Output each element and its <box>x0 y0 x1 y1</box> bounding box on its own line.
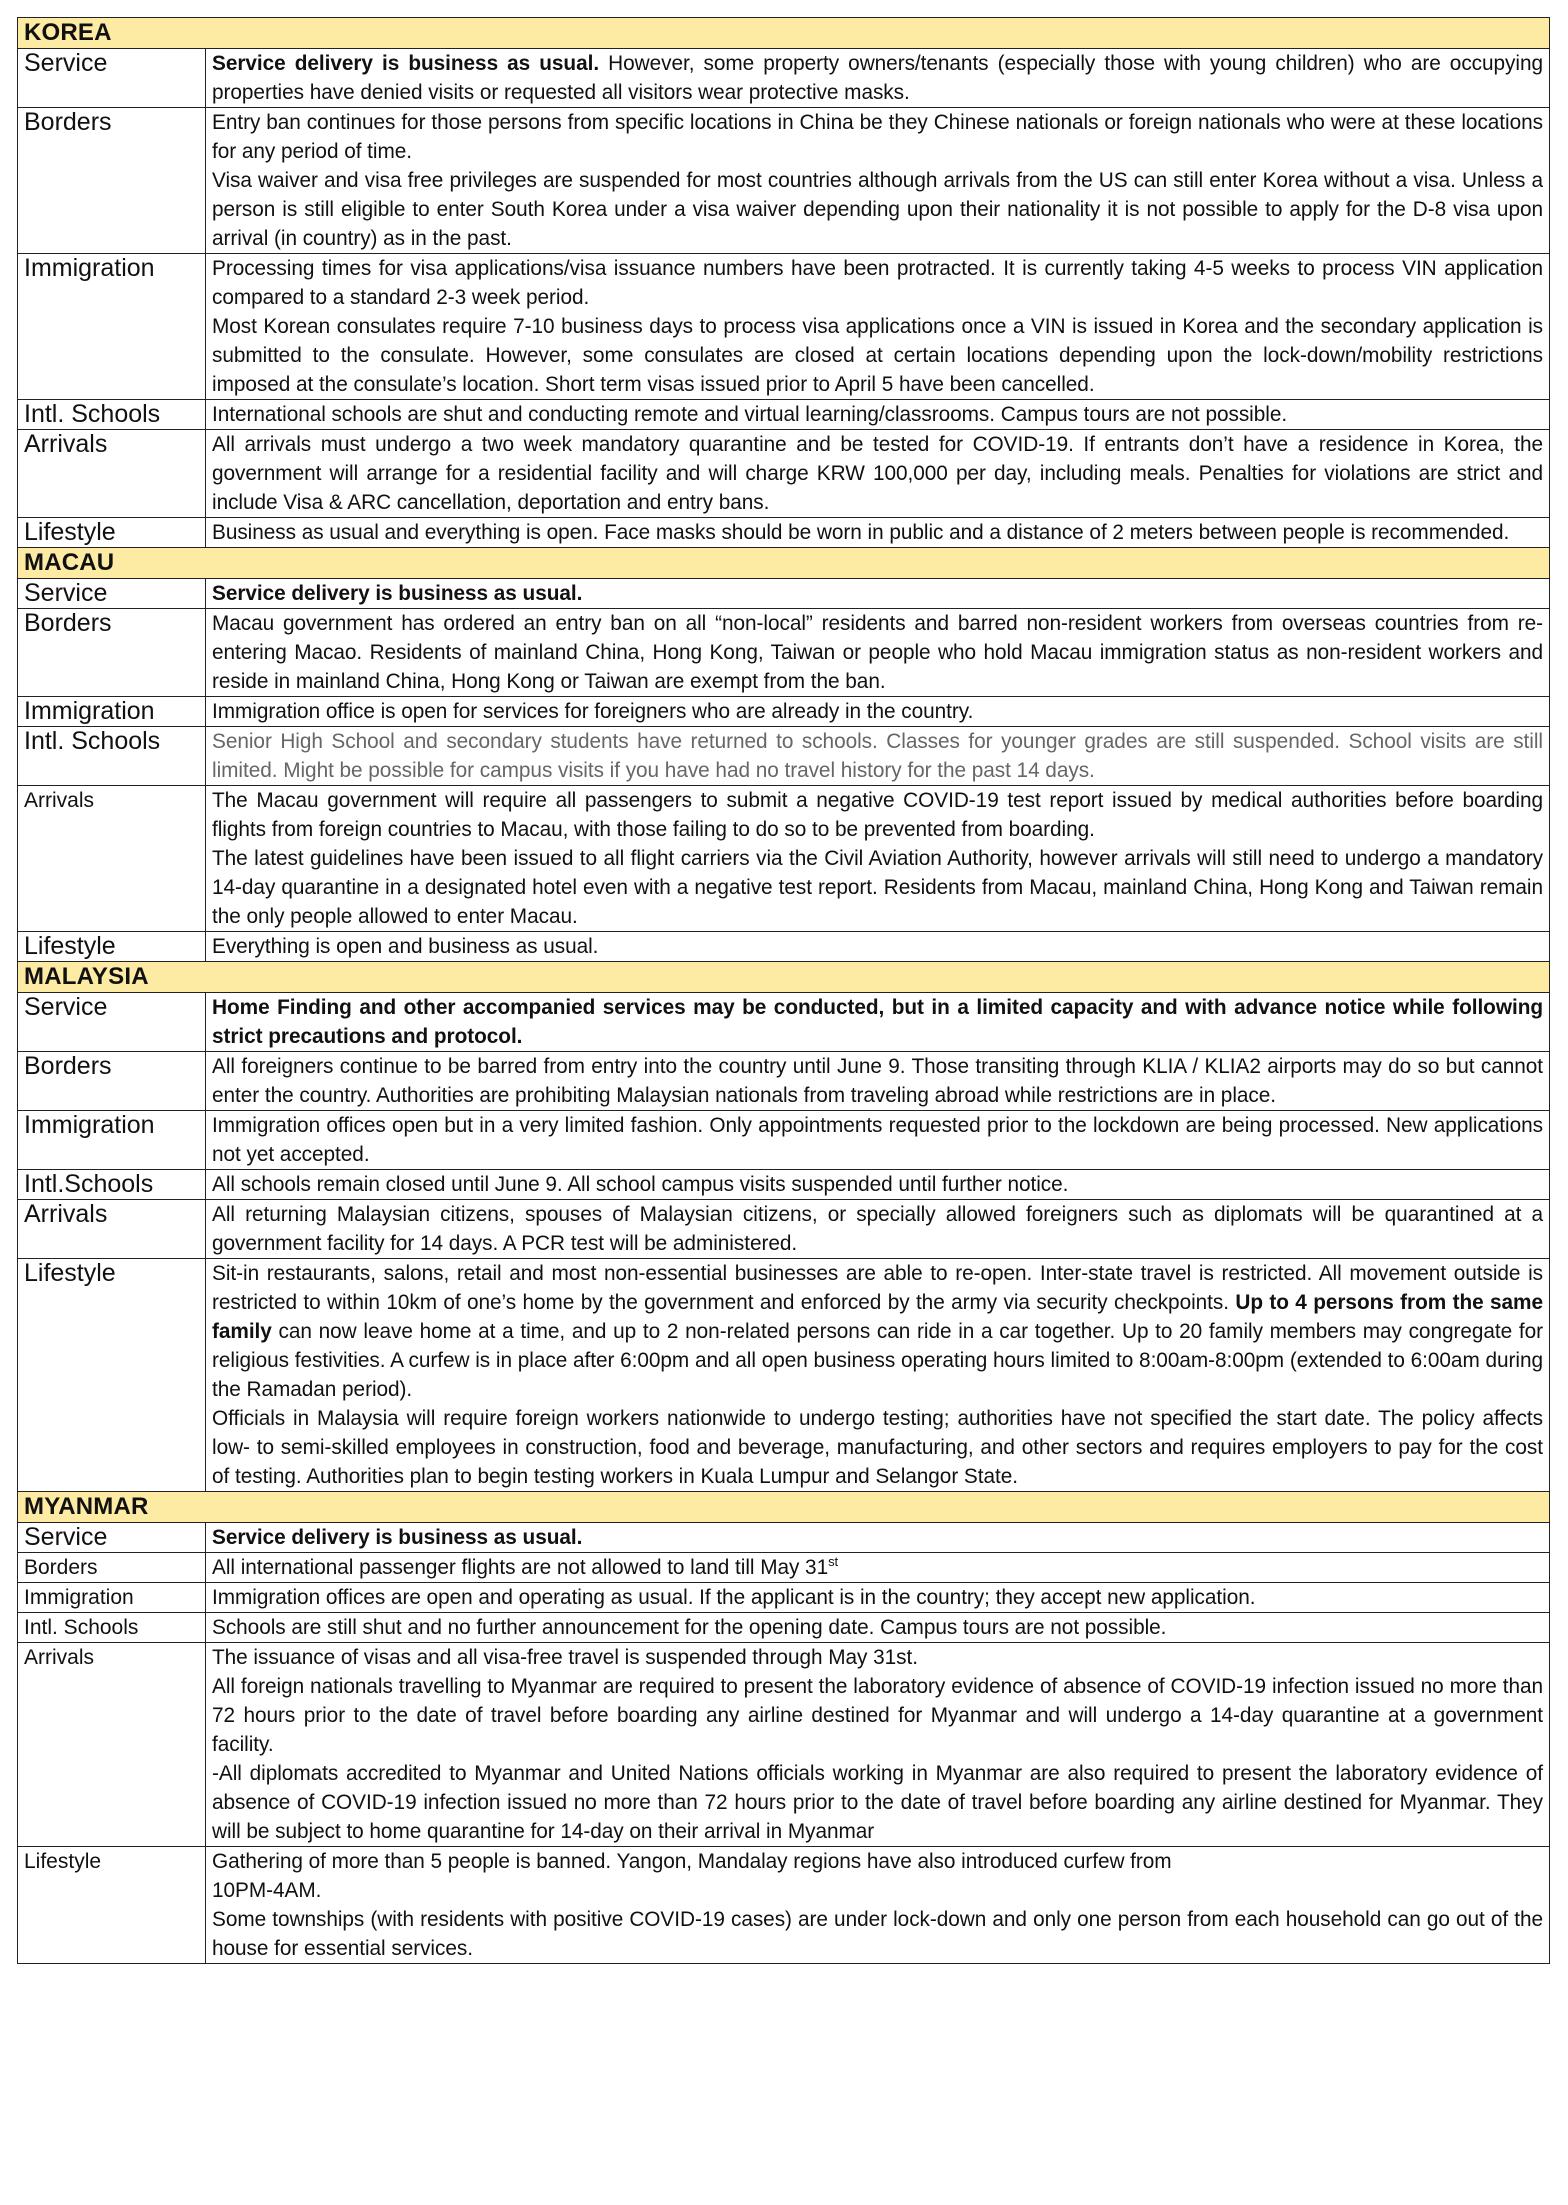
service-bold-text: Home Finding and other accompanied services may be conducted, but in a limited capacity and with advance notice while following strict precautions and protocol. <box>212 996 1543 1048</box>
row-label-borders: Borders <box>18 1553 206 1583</box>
table-row <box>18 108 1550 254</box>
row-label-schools: Intl. Schools <box>18 727 206 786</box>
country-title: MYANMAR <box>18 1492 1550 1523</box>
paragraph: The latest guidelines have been issued to all flight carriers via the Civil Aviation Authority, however arrivals will still need to undergo a mandatory 14-day quarantine in a designated hotel even with a negative test report. Residents from Macau, mainland China, Hong Kong and Taiwan remain the only people allowed to enter Macau. <box>212 847 1543 928</box>
row-label-immigration: Immigration <box>18 1111 206 1170</box>
table-row <box>18 932 1550 962</box>
paragraph <box>212 1259 1543 1404</box>
paragraph: Processing times for visa applications/visa issuance numbers have been protracted. It is currently taking 4-5 weeks to process VIN application compared to a standard 2-3 week period. <box>212 257 1543 309</box>
table-row <box>18 1643 1550 1847</box>
row-text-schools: Senior High School and secondary students have returned to schools. Classes for younger grades are still suspended. School visits are still limited. Might be possible for campus visits if you have had no travel history for the past 14 days. <box>206 727 1550 786</box>
row-text-borders: All foreigners continue to be barred from entry into the country until June 9. Those transiting through KLIA / KLIA2 airports may do so but cannot enter the country. Authorities are prohibiting Malaysian nationals from traveling abroad while restrictions are in place. <box>206 1052 1550 1111</box>
row-text-arrivals <box>206 786 1550 932</box>
table-row <box>18 609 1550 697</box>
row-label-immigration: Immigration <box>18 697 206 727</box>
row-label-service: Service <box>18 579 206 609</box>
paragraph: Officials in Malaysia will require foreign workers nationwide to undergo testing; authorities have not specified the start date. The policy affects low- to semi-skilled employees in construction, food and beverage, manufacturing, and other sectors and requires employers to pay for the cost of testing. Authorities plan to begin testing workers in Kuala Lumpur and Selangor State. <box>212 1407 1543 1488</box>
table-row <box>18 518 1550 548</box>
section-header-macau <box>18 548 1550 579</box>
row-text-arrivals <box>206 1643 1550 1847</box>
table-row <box>18 400 1550 430</box>
row-label-borders: Borders <box>18 108 206 254</box>
row-label-immigration: Immigration <box>18 254 206 400</box>
row-text-service <box>206 993 1550 1052</box>
table-row <box>18 1847 1550 1964</box>
country-title: MACAU <box>18 548 1550 579</box>
section-header-myanmar <box>18 1492 1550 1523</box>
row-text-immigration: Immigration offices are open and operating as usual. If the applicant is in the country; they accept new application. <box>206 1583 1550 1613</box>
row-label-arrivals: Arrivals <box>18 1200 206 1259</box>
row-text-arrivals: All returning Malaysian citizens, spouses of Malaysian citizens, or specially allowed foreigners such as diplomats will be quarantined at a government facility for 14 days. A PCR test will be administered. <box>206 1200 1550 1259</box>
paragraph: Some townships (with residents with positive COVID-19 cases) are under lock-down and only one person from each household can go out of the house for essential services. <box>212 1908 1543 1960</box>
borders-text: All international passenger flights are not allowed to land till May 31 <box>212 1556 829 1579</box>
table-row <box>18 254 1550 400</box>
lifestyle-text: Sit-in restaurants, salons, retail and most non-essential businesses are able to re-open. Inter-state travel is restricted. All movement outside is restricted to within 10km of one’s home by the government and enforced by the army via security checkpoints. <box>212 1262 1543 1314</box>
country-title: KOREA <box>18 18 1550 49</box>
table-row <box>18 1259 1550 1492</box>
table-row <box>18 1200 1550 1259</box>
row-label-service: Service <box>18 49 206 108</box>
service-text: However, some property owners/tenants (especially those with young children) who are occupying properties have denied visits or requested all visitors wear protective masks. <box>212 52 1543 104</box>
row-text-lifestyle <box>206 1847 1550 1964</box>
row-text-service <box>206 1523 1550 1553</box>
row-text-schools: International schools are shut and conducting remote and virtual learning/classrooms. Campus tours are not possible. <box>206 400 1550 430</box>
service-bold-text: Service delivery is business as usual. <box>212 582 583 605</box>
table-row <box>18 579 1550 609</box>
row-text-borders <box>206 108 1550 254</box>
paragraph: Most Korean consulates require 7-10 business days to process visa applications once a VIN is issued in Korea and the secondary application is submitted to the consulate. However, some consulates are closed at certain locations depending upon the lock-down/mobility restrictions imposed at the consulate’s location. Short term visas issued prior to April 5 have been cancelled. <box>212 315 1543 396</box>
table-row <box>18 1052 1550 1111</box>
row-text-borders <box>206 1553 1550 1583</box>
row-label-lifestyle: Lifestyle <box>18 932 206 962</box>
table-row <box>18 1553 1550 1583</box>
paragraph: The issuance of visas and all visa-free travel is suspended through May 31st. <box>212 1646 918 1669</box>
row-text-lifestyle <box>206 1259 1550 1492</box>
service-bold-text: Service delivery is business as usual. <box>212 52 600 75</box>
row-label-arrivals: Arrivals <box>18 786 206 932</box>
paragraph: Visa waiver and visa free privileges are suspended for most countries although arrivals from the US can still enter Korea without a visa. Unless a person is still eligible to enter South Korea under a visa waiver depending upon their nationality it is not possible to apply for the D-8 visa upon arrival (in country) as in the past. <box>212 169 1543 250</box>
lifestyle-bold-text: Up to 4 persons from the same family <box>212 1291 1543 1343</box>
row-label-arrivals: Arrivals <box>18 430 206 518</box>
row-label-lifestyle: Lifestyle <box>18 1259 206 1492</box>
row-label-schools: Intl. Schools <box>18 1613 206 1643</box>
row-text-schools: All schools remain closed until June 9. All school campus visits suspended until further notice. <box>206 1170 1550 1200</box>
row-text-arrivals: All arrivals must undergo a two week mandatory quarantine and be tested for COVID-19. If entrants don’t have a residence in Korea, the government will arrange for a residential facility and will charge KRW 100,000 per day, including meals. Penalties for violations are strict and include Visa & ARC cancellation, deportation and entry bans. <box>206 430 1550 518</box>
row-text-lifestyle: Business as usual and everything is open. Face masks should be worn in public and a distance of 2 meters between people is recommended. <box>206 518 1550 548</box>
row-label-arrivals: Arrivals <box>18 1643 206 1847</box>
lifestyle-text: can now leave home at a time, and up to 2 non-related persons can ride in a car together. Up to 20 family members may congregate for religious festivities. A curfew is in place after 6:00pm and all open business operating hours limited to 8:00am-8:00pm (extended to 6:00am during the Ramadan period). <box>212 1320 1543 1401</box>
section-header-malaysia <box>18 962 1550 993</box>
row-label-immigration: Immigration <box>18 1583 206 1613</box>
paragraph: The Macau government will require all passengers to submit a negative COVID-19 test report issued by medical authorities before boarding flights from foreign countries to Macau, with those failing to do so to be prevented from boarding. <box>212 789 1543 841</box>
row-label-lifestyle: Lifestyle <box>18 518 206 548</box>
row-label-borders: Borders <box>18 609 206 697</box>
table-row <box>18 430 1550 518</box>
row-text-schools: Schools are still shut and no further announcement for the opening date. Campus tours are not possible. <box>206 1613 1550 1643</box>
row-text-service <box>206 49 1550 108</box>
table-row <box>18 1523 1550 1553</box>
table-row <box>18 1613 1550 1643</box>
service-bold-text: Service delivery is business as usual. <box>212 1526 583 1549</box>
table-row <box>18 786 1550 932</box>
table-row <box>18 727 1550 786</box>
table-row <box>18 1170 1550 1200</box>
row-label-lifestyle: Lifestyle <box>18 1847 206 1964</box>
row-text-immigration: Immigration office is open for services for foreigners who are already in the country. <box>206 697 1550 727</box>
row-text-borders: Macau government has ordered an entry ban on all “non-local” residents and barred non-resident workers from overseas countries from re-entering Macao. Residents of mainland China, Hong Kong, Taiwan or people who hold Macau immigration status as non-resident workers and reside in mainland China, Hong Kong or Taiwan are exempt from the ban. <box>206 609 1550 697</box>
table-row <box>18 49 1550 108</box>
paragraph: 10PM-4AM. <box>212 1879 322 1902</box>
row-label-borders: Borders <box>18 1052 206 1111</box>
row-text-lifestyle: Everything is open and business as usual. <box>206 932 1550 962</box>
row-label-service: Service <box>18 1523 206 1553</box>
table-row <box>18 993 1550 1052</box>
row-label-schools: Intl.Schools <box>18 1170 206 1200</box>
paragraph: Entry ban continues for those persons from specific locations in China be they Chinese nationals or foreign nationals who were at these locations for any period of time. <box>212 111 1543 163</box>
row-text-immigration <box>206 254 1550 400</box>
row-text-immigration: Immigration offices open but in a very limited fashion. Only appointments requested prior to the lockdown are being processed. New applications not yet accepted. <box>206 1111 1550 1170</box>
section-header-korea <box>18 18 1550 49</box>
row-text-service <box>206 579 1550 609</box>
paragraph: Gathering of more than 5 people is banned. Yangon, Mandalay regions have also introduced curfew from <box>212 1850 1172 1873</box>
ordinal-suffix: st <box>828 1554 839 1570</box>
row-label-service: Service <box>18 993 206 1052</box>
row-label-schools: Intl. Schools <box>18 400 206 430</box>
paragraph: -All diplomats accredited to Myanmar and United Nations officials working in Myanmar are also required to present the laboratory evidence of absence of COVID-19 infection issued no more than 72 hours prior to the date of travel before boarding any airline destined for Myanmar. They will be subject to home quarantine for 14-day on their arrival in Myanmar <box>212 1762 1543 1843</box>
table-row <box>18 1583 1550 1613</box>
table-row <box>18 697 1550 727</box>
country-title: MALAYSIA <box>18 962 1550 993</box>
country-status-table <box>17 17 1550 1964</box>
table-row <box>18 1111 1550 1170</box>
paragraph: All foreign nationals travelling to Myanmar are required to present the laboratory evidence of absence of COVID-19 infection issued no more than 72 hours prior to the date of travel before boarding any airline destined for Myanmar and will undergo a 14-day quarantine at a government facility. <box>212 1675 1543 1756</box>
